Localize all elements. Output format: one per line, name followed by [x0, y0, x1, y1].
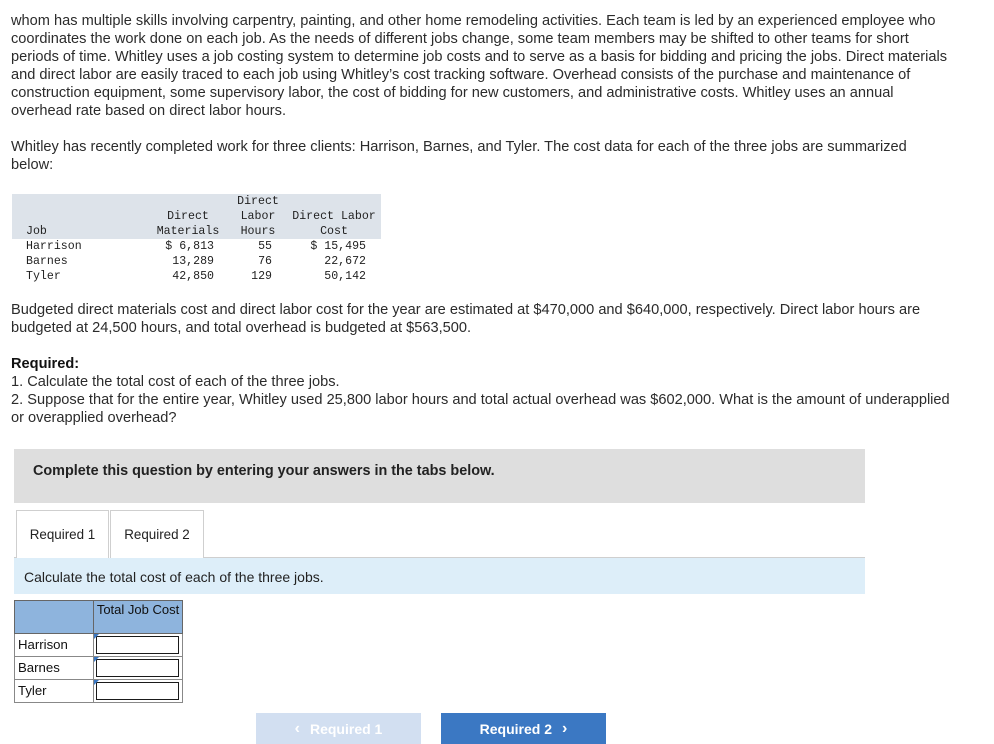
row-tyler-job: Tyler	[26, 270, 61, 283]
prev-required-button[interactable]	[256, 713, 421, 744]
row-tyler-dlc: 50,142	[324, 270, 366, 283]
next-required-button[interactable]	[441, 713, 606, 744]
harrison-total-cost-input[interactable]	[96, 636, 179, 654]
intro-paragraph-1: whom has multiple skills involving carpentry, painting, and other home remodeling activities. Each team is led by an experienced employee who coordinates the work done on each job. As the needs of different jobs change, some team members may be shifted to other teams for short periods of time. Whitley uses a job costing system to determine job costs and to serve as a basis for bidding and pricing the jobs. Direct materials and direct labor are easily traced to each job using Whitley’s cost tracking software. Overhead consists of the purchase and maintenance of construction equipment, some supervisory labor, the cost of bidding for new customers, and administrative costs. Whitley uses an annual overhead rate based on direct labor hours.	[11, 13, 948, 119]
row-barnes-dlh: 76	[258, 255, 272, 268]
required-item-2: 2. Suppose that for the entire year, Whitley used 25,800 labor hours and total actual overhead was $602,000. What is the amount of underapplied or overapplied overhead?	[11, 392, 950, 426]
next-button-label: Required 2	[479, 721, 553, 737]
required-item-1: 1. Calculate the total cost of each of the three jobs.	[11, 374, 340, 390]
barnes-total-cost-input[interactable]	[96, 659, 179, 677]
input-flag-icon	[94, 657, 99, 662]
prev-button-label: Required 1	[309, 721, 383, 737]
row-barnes-job: Barnes	[26, 255, 68, 268]
header-dlh-line3: Hours	[240, 225, 276, 238]
row-tyler-dm: 42,850	[172, 270, 214, 283]
row-harrison-job: Harrison	[26, 240, 82, 253]
header-dlc-line1: Direct Labor	[292, 210, 376, 223]
row-harrison-dm: $ 6,813	[165, 240, 214, 253]
header-dlc-line2: Cost	[320, 225, 348, 238]
tyler-total-cost-input[interactable]	[96, 682, 179, 700]
row-barnes-dlc: 22,672	[324, 255, 366, 268]
answer-label-harrison: Harrison	[14, 634, 94, 657]
answer-label-tyler: Tyler	[14, 680, 94, 703]
answer-cell-barnes	[94, 657, 183, 680]
row-harrison-dlc: $ 15,495	[310, 240, 366, 253]
required-heading: Required:	[11, 356, 80, 372]
tab-required-1-label: Required 1	[29, 527, 96, 542]
intro-paragraph-2: Whitley has recently completed work for three clients: Harrison, Barnes, and Tyler. The cost data for each of the three jobs are summarized below:	[11, 139, 907, 173]
prompt-text: Calculate the total cost of each of the three jobs.	[24, 569, 324, 585]
tab-required-1[interactable]	[16, 510, 109, 558]
header-dlh-line1: Direct	[237, 195, 279, 208]
answer-table-corner	[14, 600, 94, 634]
row-harrison-dlh: 55	[258, 240, 272, 253]
input-flag-icon	[94, 680, 99, 685]
instruction-banner	[14, 449, 865, 503]
row-tyler-dlh: 129	[251, 270, 272, 283]
answer-cell-harrison	[94, 634, 183, 657]
required-section	[11, 355, 951, 427]
chevron-left-icon: ‹	[294, 720, 300, 737]
header-dm-line1: Direct	[167, 210, 209, 223]
chevron-right-icon: ›	[562, 720, 568, 737]
instruction-text: Complete this question by entering your answers in the tabs below.	[33, 463, 495, 479]
answer-table-header: Total Job Cost	[94, 600, 183, 634]
answer-cell-tyler	[94, 680, 183, 703]
header-job: Job	[26, 225, 47, 238]
answer-label-barnes: Barnes	[14, 657, 94, 680]
question-prompt	[14, 558, 865, 594]
input-flag-icon	[94, 634, 99, 639]
tab-required-2-label: Required 2	[124, 527, 190, 542]
tab-required-2[interactable]	[110, 510, 204, 558]
budget-paragraph: Budgeted direct materials cost and direct labor cost for the year are estimated at $470,000 and $640,000, respectively. Direct labor hours are budgeted at 24,500 hours, and total overhead is budgeted at $563,500.	[11, 302, 921, 336]
row-barnes-dm: 13,289	[172, 255, 214, 268]
header-dlh-line2: Labor	[240, 210, 276, 223]
header-dm-line2: Materials	[156, 225, 220, 238]
